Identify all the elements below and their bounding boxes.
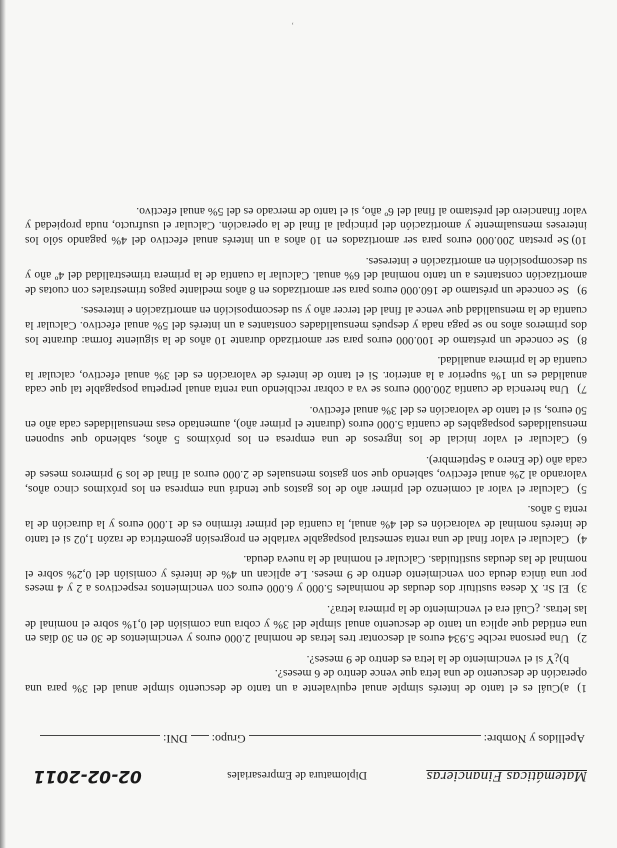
question-text: Se concede un préstamo de 160.000 euros para ser amortizados en 8 años mediante pagos trimestrales con cuotas de amortización constantes a un tanto nominal del 6% anual. Calcular la cuantía de la primera trimestralidad del 4º año y su descomposición en amortización e intereses.	[25, 254, 587, 297]
exam-header	[27, 762, 587, 784]
group-label: Grupo:	[211, 732, 246, 746]
question-text: El Sr. X desea sustituir dos deudas de nominales 5.000 y 6.000 euros con vencimientos respectivos a 2 y 4 meses por una única deuda con vencimiento dentro de 9 meses. Le aplican un 4% de interés y comisión del 0,2% sobre el nominal de las deudas sustituidas. Calcular el nominal de la nueva deuda.	[25, 553, 587, 596]
question-6	[25, 402, 587, 446]
question-3	[25, 552, 587, 596]
name-label: Apellidos y Nombre:	[483, 732, 585, 746]
question-text: a)Cuál es el tanto de interés simple anual equivalente a un tanto de descuento simple anual del 3% para una operación de descuento de una letra que vence dentro de 6 meses?.	[25, 667, 587, 695]
question-list	[25, 197, 587, 695]
question-text: Calcular el valor final de una renta semestral pospagable variable en progresión geométrica de razón 1,02 si el tanto de interés nominal de valoración es del 4% anual, la cuantía del primer término es de 1.000 euros y la duración de la renta 5 años.	[25, 503, 587, 546]
question-number: 2)	[577, 632, 587, 646]
question-2	[25, 601, 587, 645]
question-7	[25, 353, 587, 397]
subject-title: Matemáticas Financieras	[426, 768, 587, 784]
question-text: Calcular el valor inicial de los ingresos de una empresa en los próximos 5 años, sabiendo que suponen mensualidades pospagables de cuantía 5.000 euros (durante el primer año), aumentado esas mensualidades cada año en 50 euros, si el tanto de valoración es del 3% anual efectivo.	[25, 403, 587, 447]
student-fields	[25, 731, 585, 746]
group-line	[191, 735, 209, 746]
question-text: Calcular el valor al comienzo del primer año de los gastos que tendrá una empresa en los próximos cinco años, valorando al 2% anual efectivo, sabiendo que son gastos mensuales de 2.000 euros al final de los 9 primeros meses de cada año (de Enero a Septiembre).	[25, 453, 587, 496]
question-number: 1)	[577, 682, 587, 695]
question-5	[25, 452, 587, 496]
question-number: 7)	[577, 383, 587, 397]
program-name: Diplomatura de Empresariales	[227, 769, 367, 781]
dni-line	[40, 735, 160, 746]
question-number: 10)	[571, 233, 587, 247]
name-line	[249, 735, 481, 746]
question-subpart: b)¿Y si el vencimiento de la letra es dentro de 9 meses?.	[306, 652, 569, 666]
question-text: Se prestan 200.000 euros para ser amortizados en 10 años a un interés anual efectivo del 4% pagando sólo los intereses mensualmente y amortización del principal al final de la operación. Calcular el usufructo, nuda propiedad y valor financiero del préstamo al final del 6º año, si el tanto de mercado es del 5% anual efectivo.	[25, 204, 587, 247]
question-number: 3)	[577, 582, 587, 596]
question-4	[25, 502, 587, 546]
question-9	[25, 253, 587, 297]
question-number: 9)	[577, 283, 587, 297]
question-number: 5)	[577, 482, 587, 496]
stray-pen-mark: ʼ	[291, 17, 294, 26]
question-8	[25, 303, 587, 347]
dni-label: DNI:	[163, 732, 188, 746]
question-1	[25, 651, 587, 695]
question-text: Se concede un préstamo de 100.000 euros para ser amortizado durante 10 años de la siguiente forma: durante los dos primeros años no se paga nada y después mensualidades constantes a un interés del 5% anual efectivo. Calcular la cuantía de la mensualidad que vence al final del tercer año y su descomposición en amortización e intereses.	[25, 304, 587, 347]
question-number: 8)	[577, 333, 587, 347]
question-text: Una persona recibe 5.934 euros al descontar tres letras de nominal 2.000 euros y vencimientos de 30 en 30 días en una entidad que aplica un tanto de descuento anual simple del 3% y cobra una comisión del 0,1% sobre el nominal de las letras. ¿Cuál era el vencimiento de la primera letra?.	[25, 603, 587, 646]
handwritten-date: 02-02-2011	[33, 766, 142, 786]
question-10	[25, 203, 587, 247]
question-number: 6)	[577, 433, 587, 447]
question-number: 4)	[577, 532, 587, 546]
question-text: Una herencia de cuantía 200.000 euros se va a cobrar recibiendo una renta anual perpetua pospagable tal que cada anualidad es un 1% superior a la anterior. Si el tanto de interés de valoración es del 3% anual efectivo, calcular la cuantía de la primera anualidad.	[25, 354, 587, 397]
